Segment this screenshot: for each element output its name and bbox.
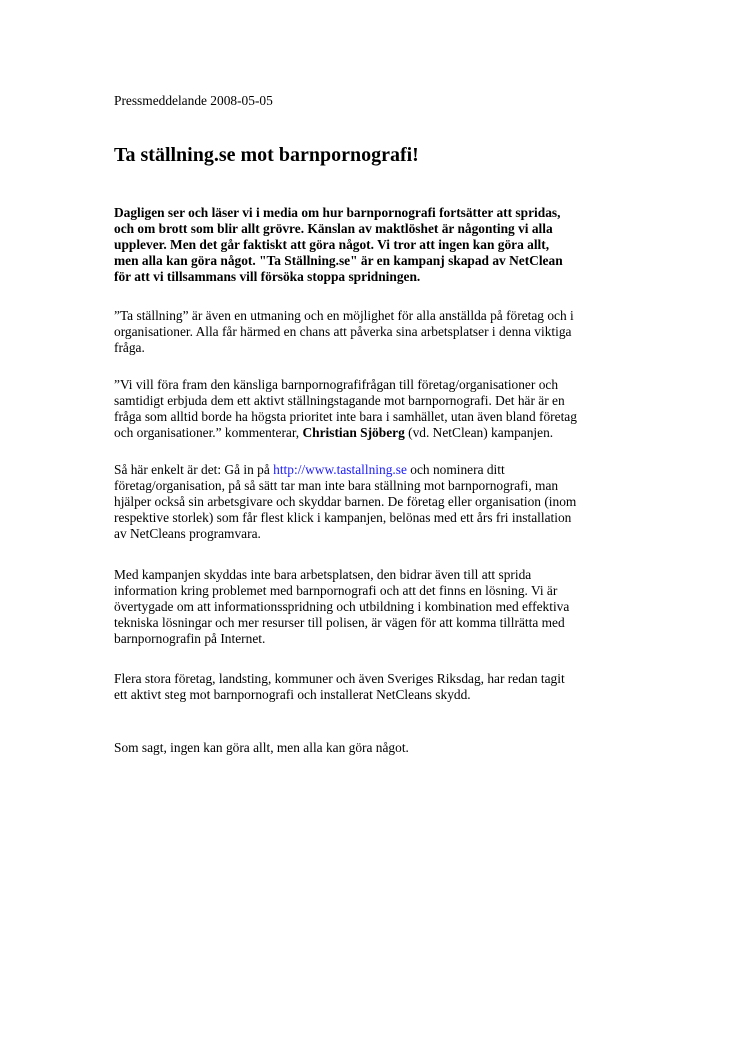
paragraph-line: företag/organisation, på så sätt tar man inte bara ställning mot barnpornografi, man xyxy=(114,478,559,493)
lead-line: upplever. Men det går faktiskt att göra något. Vi tror att ingen kan göra allt, xyxy=(114,237,550,252)
paragraph-line: ”Vi vill föra fram den känsliga barnpornografifrågan till företag/organisationer och xyxy=(114,377,559,392)
paragraph-supporters xyxy=(114,671,674,703)
quote-text-after: (vd. NetClean) kampanjen. xyxy=(404,425,554,440)
lead-line: Dagligen ser och läser vi i media om hur barnpornografi fortsätter att spridas, xyxy=(114,205,561,220)
dateline: Pressmeddelande 2008-05-05 xyxy=(114,93,273,108)
paragraph-line: Flera stora företag, landsting, kommuner och även Sveriges Riksdag, har redan tagit xyxy=(114,671,565,686)
paragraph-challenge xyxy=(114,308,674,356)
paragraph-line: ett aktivt steg mot barnpornografi och installerat NetCleans skydd. xyxy=(114,687,471,702)
speaker-name: Christian Sjöberg xyxy=(302,425,405,440)
lead-line: för att vi tillsammans vill försöka stoppa spridningen. xyxy=(114,269,421,284)
link-line xyxy=(114,462,674,478)
quote-attribution-line xyxy=(114,425,674,441)
paragraph-line: organisationer. Alla får härmed en chans att påverka sina arbetsplatser i denna viktiga xyxy=(114,324,572,339)
closing-statement xyxy=(114,740,674,756)
paragraph-line: samtidigt erbjuda dem ett aktivt ställningstagande mot barnpornografi. Det här är en xyxy=(114,393,565,408)
link-text-before: Så här enkelt är det: Gå in på xyxy=(114,462,274,477)
lead-line: och om brott som blir allt grövre. Känslan av maktlöshet är någonting vi alla xyxy=(114,221,553,236)
paragraph-quote xyxy=(114,377,674,441)
paragraph-line: ”Ta ställning” är även en utmaning och en möjlighet för alla anställda på företag och i xyxy=(114,308,574,323)
campaign-link[interactable]: http://www.tastallning.se xyxy=(273,462,407,477)
paragraph-line: information kring problemet med barnpornografi och att det finns en lösning. Vi är xyxy=(114,583,558,598)
paragraph-line: hjälper också sin arbetsgivare och skyddar barnen. De företag eller organisation (inom xyxy=(114,494,577,509)
paragraph-line: tekniska lösningar och mer resurser till polisen, är vägen för att komma tillrätta med xyxy=(114,615,565,630)
closing-line: Som sagt, ingen kan göra allt, men alla kan göra något. xyxy=(114,740,409,755)
paragraph-line: Med kampanjen skyddas inte bara arbetsplatsen, den bidrar även till att sprida xyxy=(114,567,532,582)
paragraph-line: av NetCleans programvara. xyxy=(114,526,261,541)
paragraph-line: respektive storlek) som får flest klick i kampanjen, belönas med ett års fri installation xyxy=(114,510,572,525)
paragraph-line: fråga som alltid borde ha högsta prioritet inte bara i samhället, utan även bland företag xyxy=(114,409,577,424)
paragraph-how-to xyxy=(114,462,674,542)
paragraph-line: barnpornografin på Internet. xyxy=(114,631,266,646)
lead-paragraph xyxy=(114,205,674,285)
paragraph-campaign xyxy=(114,567,674,647)
link-text-after: och nominera ditt xyxy=(406,462,505,477)
page-title: Ta ställning.se mot barnpornografi! xyxy=(114,144,419,166)
lead-line: men alla kan göra något. "Ta Ställning.se" är en kampanj skapad av NetClean xyxy=(114,253,563,268)
paragraph-line: fråga. xyxy=(114,340,145,355)
quote-text-before: och organisationer.” kommenterar, xyxy=(114,425,303,440)
paragraph-line: övertygade om att informationsspridning och utbildning i kombination med effektiva xyxy=(114,599,570,614)
